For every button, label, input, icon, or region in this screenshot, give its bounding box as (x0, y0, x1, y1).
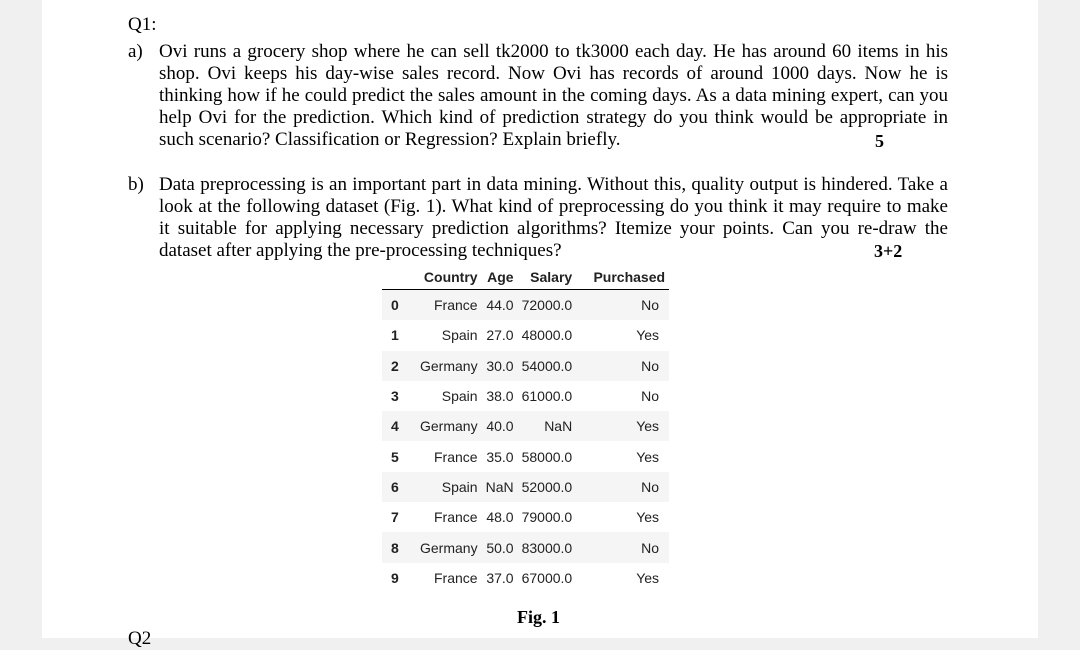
question-title: Q1: (128, 14, 157, 35)
part-b-label: b) (128, 174, 144, 195)
part-b-marks: 3+2 (874, 241, 903, 261)
salary-cell: 52000.0 (518, 472, 577, 502)
salary-cell: 83000.0 (518, 532, 577, 562)
country-cell: France (434, 509, 478, 526)
column-header: Country (423, 269, 478, 285)
country-cell: Germany (410, 532, 482, 562)
row-index: 7 (391, 509, 399, 526)
purchased-cell: Yes (636, 448, 660, 465)
salary-cell: 54000.0 (518, 351, 577, 381)
part-a-text: Ovi runs a grocery shop where he can sell tk2000 to tk3000 each day. He has around 60 items in his shop. Ovi keeps his day-wise sales record. Now Ovi has records of around 1000 days. Now he is thinking how if he could predict the sales amount in the coming days. As a data mining expert, can you help Ovi for the prediction. Which kind of prediction strategy do you think would be appropriate in such scenario? Classification or Regression? Explain briefly. (159, 41, 948, 150)
age-cell: 38.0 (486, 388, 514, 405)
row-index: 4 (382, 411, 410, 441)
table-row (382, 502, 669, 532)
age-cell: 27.0 (486, 327, 514, 344)
age-cell: 44.0 (482, 290, 518, 321)
column-header: Purchased (593, 269, 666, 285)
row-index: 1 (391, 327, 399, 344)
part-a-marks: 5 (875, 131, 884, 151)
country-cell: Spain (441, 388, 478, 405)
salary-cell: NaN (518, 411, 577, 441)
table-row (382, 351, 669, 381)
country-cell: Spain (410, 472, 482, 502)
purchased-cell: Yes (636, 569, 660, 586)
salary-cell: 79000.0 (521, 509, 573, 526)
country-cell: France (434, 448, 478, 465)
row-index: 0 (382, 290, 410, 321)
next-question-label: Q2 (128, 628, 152, 649)
country-cell: Germany (410, 351, 482, 381)
age-cell: 37.0 (486, 569, 514, 586)
table-row (382, 381, 669, 411)
country-cell: Spain (441, 327, 478, 344)
row-index: 3 (391, 388, 399, 405)
row-index: 6 (382, 472, 410, 502)
country-cell: France (434, 569, 478, 586)
part-b-text: Data preprocessing is an important part in data mining. Without this, quality output is hindered. Take a look at the following dataset (Fig. 1). What kind of preprocessing do you think it may require to make it suitable for applying necessary prediction algorithms? Itemize your points. Can you re-draw the dataset after applying the pre-processing techniques? (159, 174, 948, 261)
table-header-row (382, 265, 669, 290)
age-cell: 35.0 (486, 448, 514, 465)
age-cell: 30.0 (482, 351, 518, 381)
table-row (382, 563, 669, 593)
row-index: 8 (382, 532, 410, 562)
table-row (382, 411, 669, 441)
document-page (42, 0, 1038, 649)
table-row (382, 290, 669, 321)
row-index: 2 (382, 351, 410, 381)
salary-cell: 61000.0 (521, 388, 573, 405)
purchased-cell: No (576, 532, 669, 562)
purchased-cell: Yes (636, 327, 660, 344)
figure-caption: Fig. 1 (517, 607, 560, 627)
purchased-cell: Yes (636, 509, 660, 526)
salary-cell: 67000.0 (521, 569, 573, 586)
index-header (382, 265, 410, 290)
age-cell: 50.0 (482, 532, 518, 562)
dataset-table (382, 265, 669, 593)
part-a-label: a) (128, 41, 143, 62)
purchased-cell: No (576, 351, 669, 381)
part-a (128, 41, 948, 151)
table-row (382, 320, 669, 350)
table-row (382, 532, 669, 562)
country-cell: France (410, 290, 482, 321)
salary-cell: 72000.0 (518, 290, 577, 321)
table-row (382, 472, 669, 502)
purchased-cell: Yes (576, 411, 669, 441)
age-cell: 40.0 (482, 411, 518, 441)
country-cell: Germany (410, 411, 482, 441)
part-b (128, 174, 948, 262)
age-cell: NaN (482, 472, 518, 502)
purchased-cell: No (576, 472, 669, 502)
column-header: Age (487, 269, 514, 285)
salary-cell: 48000.0 (521, 327, 573, 344)
purchased-cell: No (576, 290, 669, 321)
age-cell: 48.0 (486, 509, 514, 526)
table-body (382, 290, 669, 593)
row-index: 9 (391, 569, 399, 586)
row-index: 5 (391, 448, 399, 465)
salary-cell: 58000.0 (521, 448, 573, 465)
table-row (382, 441, 669, 471)
purchased-cell: No (641, 388, 660, 405)
column-header: Salary (530, 269, 573, 285)
